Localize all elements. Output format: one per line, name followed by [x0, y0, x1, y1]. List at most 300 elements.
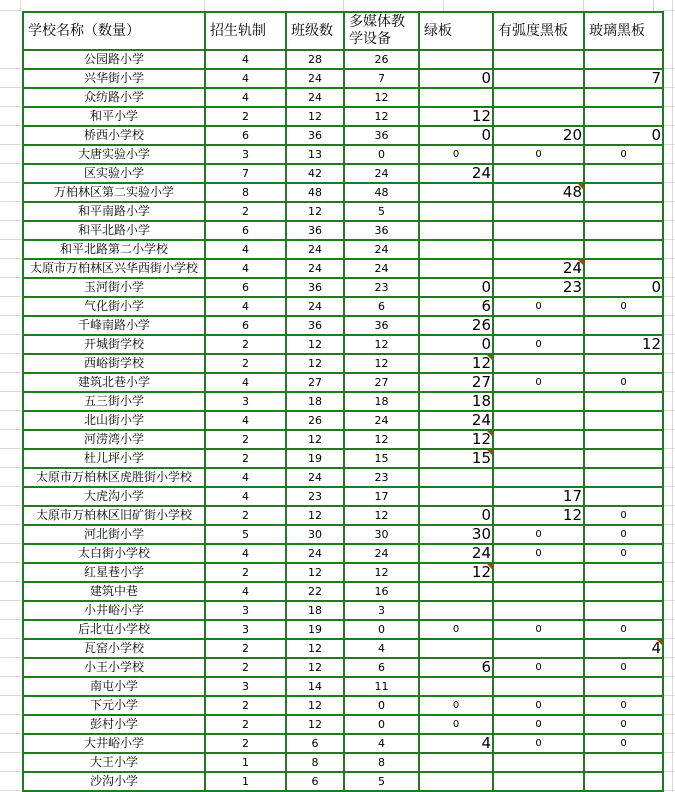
green-board-cell[interactable]: 0 — [419, 69, 493, 88]
glass-blackboard-cell[interactable] — [584, 259, 663, 278]
green-board-cell[interactable]: 0 — [419, 278, 493, 297]
glass-blackboard-cell[interactable] — [584, 468, 663, 487]
multimedia-cell[interactable]: 4 — [344, 734, 419, 753]
glass-blackboard-cell[interactable]: 7 — [584, 69, 663, 88]
glass-blackboard-cell[interactable]: 4 — [584, 639, 663, 658]
sheet-column-gridline — [672, 0, 673, 792]
glass-blackboard-cell[interactable] — [584, 753, 663, 772]
class-count-cell[interactable]: 18 — [286, 392, 344, 411]
top-strip-vline — [653, 0, 654, 11]
header-enroll-track[interactable]: 招生轨制 — [205, 12, 286, 50]
top-strip-vline — [343, 0, 344, 11]
school-name-cell[interactable]: 北山街小学 — [23, 411, 205, 430]
green-board-cell[interactable]: 30 — [419, 525, 493, 544]
enroll-track-cell[interactable]: 4 — [205, 297, 286, 316]
multimedia-cell[interactable]: 12 — [344, 563, 419, 582]
school-name-cell[interactable]: 大井峪小学 — [23, 734, 205, 753]
curved-blackboard-cell[interactable] — [493, 468, 584, 487]
school-name-cell[interactable]: 红星巷小学 — [23, 563, 205, 582]
school-name-cell[interactable]: 太原市万柏林区虎胜街小学校 — [23, 468, 205, 487]
curved-blackboard-cell[interactable] — [493, 753, 584, 772]
enroll-track-cell[interactable]: 4 — [205, 582, 286, 601]
enroll-track-cell[interactable]: 3 — [205, 601, 286, 620]
green-board-cell[interactable]: 0 — [419, 696, 493, 715]
curved-blackboard-cell[interactable]: 0 — [493, 145, 584, 164]
class-count-cell[interactable]: 12 — [286, 354, 344, 373]
glass-blackboard-cell[interactable] — [584, 164, 663, 183]
class-count-cell[interactable]: 12 — [286, 202, 344, 221]
class-count-cell[interactable]: 12 — [286, 107, 344, 126]
school-name-cell[interactable]: 瓦窑小学校 — [23, 639, 205, 658]
curved-blackboard-cell[interactable]: 0 — [493, 715, 584, 734]
glass-blackboard-cell[interactable]: 0 — [584, 620, 663, 639]
enroll-track-cell[interactable]: 2 — [205, 430, 286, 449]
school-name-cell[interactable]: 河北街小学 — [23, 525, 205, 544]
school-name-cell[interactable]: 小井峪小学 — [23, 601, 205, 620]
school-name-cell[interactable]: 和平小学 — [23, 107, 205, 126]
curved-blackboard-cell[interactable]: 17 — [493, 487, 584, 506]
table-row — [23, 69, 663, 88]
school-name-cell[interactable]: 和平北路小学 — [23, 221, 205, 240]
glass-blackboard-cell[interactable] — [584, 411, 663, 430]
table-row — [23, 601, 663, 620]
multimedia-cell[interactable]: 15 — [344, 449, 419, 468]
glass-blackboard-cell[interactable] — [584, 601, 663, 620]
multimedia-cell[interactable]: 11 — [344, 677, 419, 696]
curved-blackboard-cell[interactable]: 48 — [493, 183, 584, 202]
table-row — [23, 563, 663, 582]
school-name-cell[interactable]: 和平南路小学 — [23, 202, 205, 221]
enroll-track-cell[interactable]: 2 — [205, 734, 286, 753]
glass-blackboard-cell[interactable]: 0 — [584, 278, 663, 297]
school-name-cell[interactable]: 后北屯小学校 — [23, 620, 205, 639]
school-name-cell[interactable]: 大唐实验小学 — [23, 145, 205, 164]
class-count-cell[interactable]: 19 — [286, 449, 344, 468]
enroll-track-cell[interactable]: 2 — [205, 449, 286, 468]
green-board-cell[interactable]: 0 — [419, 715, 493, 734]
multimedia-cell[interactable]: 23 — [344, 468, 419, 487]
multimedia-cell[interactable]: 30 — [344, 525, 419, 544]
green-board-cell[interactable] — [419, 240, 493, 259]
school-name-cell[interactable]: 兴华街小学 — [23, 69, 205, 88]
multimedia-cell[interactable]: 16 — [344, 582, 419, 601]
glass-blackboard-cell[interactable] — [584, 354, 663, 373]
school-name-cell[interactable]: 下元小学 — [23, 696, 205, 715]
multimedia-cell[interactable]: 6 — [344, 658, 419, 677]
class-count-cell[interactable]: 22 — [286, 582, 344, 601]
curved-blackboard-cell[interactable]: 24 — [493, 259, 584, 278]
school-name-cell[interactable]: 太原市万柏林区旧矿街小学校 — [23, 506, 205, 525]
curved-blackboard-cell[interactable] — [493, 449, 584, 468]
class-count-cell[interactable]: 6 — [286, 772, 344, 791]
glass-blackboard-cell[interactable]: 0 — [584, 506, 663, 525]
green-board-cell[interactable] — [419, 639, 493, 658]
multimedia-cell[interactable]: 4 — [344, 639, 419, 658]
class-count-cell[interactable]: 12 — [286, 658, 344, 677]
class-count-cell[interactable]: 24 — [286, 468, 344, 487]
table-row — [23, 753, 663, 772]
multimedia-cell[interactable]: 48 — [344, 183, 419, 202]
glass-blackboard-cell[interactable] — [584, 449, 663, 468]
multimedia-cell[interactable]: 24 — [344, 240, 419, 259]
glass-blackboard-cell[interactable]: 0 — [584, 658, 663, 677]
green-board-cell[interactable] — [419, 468, 493, 487]
school-name-cell[interactable]: 太白街小学校 — [23, 544, 205, 563]
school-name-cell[interactable]: 太原市万柏林区兴华西街小学校 — [23, 259, 205, 278]
school-name-cell[interactable]: 建筑中巷 — [23, 582, 205, 601]
school-name-cell[interactable]: 五三街小学 — [23, 392, 205, 411]
green-board-cell[interactable]: 24 — [419, 544, 493, 563]
green-board-cell[interactable] — [419, 582, 493, 601]
table-row — [23, 639, 663, 658]
enroll-track-cell[interactable]: 3 — [205, 392, 286, 411]
glass-blackboard-cell[interactable] — [584, 316, 663, 335]
multimedia-cell[interactable]: 5 — [344, 772, 419, 791]
class-count-cell[interactable]: 26 — [286, 411, 344, 430]
curved-blackboard-cell[interactable]: 0 — [493, 335, 584, 354]
class-count-cell[interactable]: 23 — [286, 487, 344, 506]
enroll-track-cell[interactable]: 4 — [205, 487, 286, 506]
glass-blackboard-cell[interactable]: 0 — [584, 297, 663, 316]
enroll-track-cell[interactable]: 6 — [205, 316, 286, 335]
table-row — [23, 164, 663, 183]
curved-blackboard-cell[interactable] — [493, 430, 584, 449]
enroll-track-cell[interactable]: 4 — [205, 50, 286, 69]
class-count-cell[interactable]: 36 — [286, 221, 344, 240]
green-board-cell[interactable] — [419, 677, 493, 696]
enroll-track-cell[interactable]: 2 — [205, 506, 286, 525]
glass-blackboard-cell[interactable]: 0 — [584, 373, 663, 392]
left-margin-gridlines — [0, 50, 21, 792]
multimedia-cell[interactable]: 12 — [344, 430, 419, 449]
enroll-track-cell[interactable]: 4 — [205, 240, 286, 259]
enroll-track-cell[interactable]: 8 — [205, 183, 286, 202]
header-glass-blackboard[interactable]: 玻璃黑板 — [584, 12, 663, 50]
green-board-cell[interactable]: 0 — [419, 335, 493, 354]
glass-blackboard-cell[interactable] — [584, 107, 663, 126]
glass-blackboard-cell[interactable]: 0 — [584, 696, 663, 715]
enroll-track-cell[interactable]: 4 — [205, 259, 286, 278]
class-count-cell[interactable]: 24 — [286, 544, 344, 563]
class-count-cell[interactable]: 8 — [286, 753, 344, 772]
multimedia-cell[interactable]: 0 — [344, 620, 419, 639]
multimedia-cell[interactable]: 36 — [344, 221, 419, 240]
glass-blackboard-cell[interactable] — [584, 392, 663, 411]
curved-blackboard-cell[interactable]: 0 — [493, 658, 584, 677]
green-board-cell[interactable]: 26 — [419, 316, 493, 335]
curved-blackboard-cell[interactable] — [493, 50, 584, 69]
school-name-cell[interactable]: 西峪街学校 — [23, 354, 205, 373]
school-name-cell[interactable]: 南屯小学 — [23, 677, 205, 696]
enroll-track-cell[interactable]: 3 — [205, 620, 286, 639]
glass-blackboard-cell[interactable]: 0 — [584, 544, 663, 563]
class-count-cell[interactable]: 13 — [286, 145, 344, 164]
class-count-cell[interactable]: 24 — [286, 240, 344, 259]
header-row — [23, 12, 663, 50]
enroll-track-cell[interactable]: 4 — [205, 411, 286, 430]
school-name-cell[interactable]: 公园路小学 — [23, 50, 205, 69]
curved-blackboard-cell[interactable] — [493, 107, 584, 126]
class-count-cell[interactable]: 48 — [286, 183, 344, 202]
school-name-cell[interactable]: 建筑北巷小学 — [23, 373, 205, 392]
table-row — [23, 145, 663, 164]
enroll-track-cell[interactable]: 1 — [205, 772, 286, 791]
comment-indicator-icon — [487, 564, 492, 569]
enroll-track-cell[interactable]: 2 — [205, 202, 286, 221]
glass-blackboard-cell[interactable] — [584, 88, 663, 107]
multimedia-cell[interactable]: 36 — [344, 126, 419, 145]
school-name-cell[interactable]: 开城街学校 — [23, 335, 205, 354]
curved-blackboard-cell[interactable] — [493, 639, 584, 658]
green-board-cell[interactable] — [419, 487, 493, 506]
school-name-cell[interactable]: 小王小学校 — [23, 658, 205, 677]
class-count-cell[interactable]: 12 — [286, 430, 344, 449]
class-count-cell[interactable]: 36 — [286, 316, 344, 335]
enroll-track-cell[interactable]: 2 — [205, 639, 286, 658]
curved-blackboard-cell[interactable]: 23 — [493, 278, 584, 297]
curved-blackboard-cell[interactable]: 0 — [493, 373, 584, 392]
class-count-cell[interactable]: 12 — [286, 563, 344, 582]
multimedia-cell[interactable]: 0 — [344, 715, 419, 734]
glass-blackboard-cell[interactable]: 0 — [584, 715, 663, 734]
enroll-track-cell[interactable]: 5 — [205, 525, 286, 544]
green-board-cell[interactable]: 12 — [419, 563, 493, 582]
class-count-cell[interactable]: 12 — [286, 335, 344, 354]
enroll-track-cell[interactable]: 7 — [205, 164, 286, 183]
class-count-cell[interactable]: 12 — [286, 715, 344, 734]
multimedia-cell[interactable]: 26 — [344, 50, 419, 69]
green-board-cell[interactable]: 24 — [419, 411, 493, 430]
glass-blackboard-cell[interactable] — [584, 430, 663, 449]
curved-blackboard-cell[interactable]: 0 — [493, 734, 584, 753]
curved-blackboard-cell[interactable] — [493, 88, 584, 107]
multimedia-cell[interactable]: 7 — [344, 69, 419, 88]
enroll-track-cell[interactable]: 2 — [205, 354, 286, 373]
multimedia-cell[interactable]: 12 — [344, 335, 419, 354]
enroll-track-cell[interactable]: 4 — [205, 468, 286, 487]
multimedia-cell[interactable]: 27 — [344, 373, 419, 392]
multimedia-cell[interactable]: 24 — [344, 164, 419, 183]
enroll-track-cell[interactable]: 1 — [205, 753, 286, 772]
class-count-cell[interactable]: 14 — [286, 677, 344, 696]
table-row — [23, 411, 663, 430]
enroll-track-cell[interactable]: 4 — [205, 544, 286, 563]
glass-blackboard-cell[interactable] — [584, 221, 663, 240]
enroll-track-cell[interactable]: 3 — [205, 677, 286, 696]
header-curved-blackboard[interactable]: 有弧度黑板 — [493, 12, 584, 50]
school-name-cell[interactable]: 玉河街小学 — [23, 278, 205, 297]
multimedia-cell[interactable]: 36 — [344, 316, 419, 335]
enroll-track-cell[interactable]: 2 — [205, 335, 286, 354]
green-board-cell[interactable] — [419, 88, 493, 107]
header-green-board[interactable]: 绿板 — [419, 12, 493, 50]
curved-blackboard-cell[interactable] — [493, 392, 584, 411]
school-name-cell[interactable]: 桥西小学校 — [23, 126, 205, 145]
curved-blackboard-cell[interactable] — [493, 221, 584, 240]
curved-blackboard-cell[interactable] — [493, 69, 584, 88]
green-board-cell[interactable]: 0 — [419, 126, 493, 145]
glass-blackboard-cell[interactable] — [584, 677, 663, 696]
enroll-track-cell[interactable]: 2 — [205, 715, 286, 734]
school-name-cell[interactable]: 万柏林区第二实验小学 — [23, 183, 205, 202]
glass-blackboard-cell[interactable]: 0 — [584, 145, 663, 164]
glass-blackboard-cell[interactable] — [584, 487, 663, 506]
green-board-cell[interactable]: 27 — [419, 373, 493, 392]
multimedia-cell[interactable]: 18 — [344, 392, 419, 411]
curved-blackboard-cell[interactable] — [493, 202, 584, 221]
header-school-name[interactable]: 学校名称（数量） — [23, 12, 205, 50]
curved-blackboard-cell[interactable]: 0 — [493, 297, 584, 316]
curved-blackboard-cell[interactable]: 12 — [493, 506, 584, 525]
glass-blackboard-cell[interactable] — [584, 50, 663, 69]
green-board-cell[interactable]: 15 — [419, 449, 493, 468]
curved-blackboard-cell[interactable] — [493, 563, 584, 582]
enroll-track-cell[interactable]: 4 — [205, 88, 286, 107]
enroll-track-cell[interactable]: 4 — [205, 373, 286, 392]
header-multimedia[interactable]: 多媒体教学设备 — [344, 12, 419, 50]
glass-blackboard-cell[interactable] — [584, 183, 663, 202]
multimedia-cell[interactable]: 6 — [344, 297, 419, 316]
glass-blackboard-cell[interactable] — [584, 772, 663, 791]
green-board-cell[interactable]: 18 — [419, 392, 493, 411]
multimedia-cell[interactable]: 5 — [344, 202, 419, 221]
class-count-cell[interactable]: 36 — [286, 278, 344, 297]
table-row — [23, 50, 663, 69]
green-board-cell[interactable]: 0 — [419, 145, 493, 164]
enroll-track-cell[interactable]: 6 — [205, 126, 286, 145]
enroll-track-cell[interactable]: 2 — [205, 696, 286, 715]
multimedia-cell[interactable]: 0 — [344, 696, 419, 715]
curved-blackboard-cell[interactable] — [493, 240, 584, 259]
curved-blackboard-cell[interactable] — [493, 164, 584, 183]
class-count-cell[interactable]: 27 — [286, 373, 344, 392]
glass-blackboard-cell[interactable] — [584, 202, 663, 221]
class-count-cell[interactable]: 18 — [286, 601, 344, 620]
green-board-cell[interactable] — [419, 753, 493, 772]
green-board-cell[interactable]: 6 — [419, 297, 493, 316]
curved-blackboard-cell[interactable]: 0 — [493, 525, 584, 544]
header-class-count[interactable]: 班级数 — [286, 12, 344, 50]
class-count-cell[interactable]: 12 — [286, 506, 344, 525]
curved-blackboard-cell[interactable] — [493, 601, 584, 620]
school-name-cell[interactable]: 气化街小学 — [23, 297, 205, 316]
class-count-cell[interactable]: 24 — [286, 297, 344, 316]
curved-blackboard-cell[interactable]: 0 — [493, 620, 584, 639]
curved-blackboard-cell[interactable] — [493, 772, 584, 791]
green-board-cell[interactable]: 12 — [419, 430, 493, 449]
curved-blackboard-cell[interactable] — [493, 582, 584, 601]
school-name-cell[interactable]: 大虎沟小学 — [23, 487, 205, 506]
green-board-cell[interactable]: 0 — [419, 620, 493, 639]
school-name-cell[interactable]: 众纺路小学 — [23, 88, 205, 107]
multimedia-cell[interactable]: 24 — [344, 259, 419, 278]
enroll-track-cell[interactable]: 2 — [205, 107, 286, 126]
school-name-cell[interactable]: 杜儿坪小学 — [23, 449, 205, 468]
school-name-cell[interactable]: 千峰南路小学 — [23, 316, 205, 335]
multimedia-cell[interactable]: 12 — [344, 354, 419, 373]
green-board-cell[interactable]: 12 — [419, 354, 493, 373]
enroll-track-cell[interactable]: 6 — [205, 278, 286, 297]
green-board-cell[interactable]: 12 — [419, 107, 493, 126]
curved-blackboard-cell[interactable]: 20 — [493, 126, 584, 145]
glass-blackboard-cell[interactable] — [584, 240, 663, 259]
enroll-track-cell[interactable]: 2 — [205, 563, 286, 582]
school-name-cell[interactable]: 彭村小学 — [23, 715, 205, 734]
enroll-track-cell[interactable]: 6 — [205, 221, 286, 240]
green-board-cell[interactable]: 6 — [419, 658, 493, 677]
curved-blackboard-cell[interactable] — [493, 411, 584, 430]
glass-blackboard-cell[interactable] — [584, 582, 663, 601]
class-count-cell[interactable]: 28 — [286, 50, 344, 69]
curved-blackboard-cell[interactable]: 0 — [493, 544, 584, 563]
multimedia-cell[interactable]: 24 — [344, 411, 419, 430]
class-count-cell[interactable]: 12 — [286, 696, 344, 715]
class-count-cell[interactable]: 24 — [286, 69, 344, 88]
green-board-cell[interactable] — [419, 772, 493, 791]
class-count-cell[interactable]: 6 — [286, 734, 344, 753]
multimedia-cell[interactable]: 3 — [344, 601, 419, 620]
green-board-cell[interactable] — [419, 259, 493, 278]
class-count-cell[interactable]: 12 — [286, 639, 344, 658]
school-name-cell[interactable]: 区实验小学 — [23, 164, 205, 183]
multimedia-cell[interactable]: 17 — [344, 487, 419, 506]
curved-blackboard-cell[interactable] — [493, 354, 584, 373]
green-board-cell[interactable] — [419, 601, 493, 620]
glass-blackboard-cell[interactable] — [584, 563, 663, 582]
multimedia-cell[interactable]: 0 — [344, 145, 419, 164]
enroll-track-cell[interactable]: 4 — [205, 69, 286, 88]
school-name-cell[interactable]: 河涝湾小学 — [23, 430, 205, 449]
green-board-cell[interactable] — [419, 183, 493, 202]
glass-blackboard-cell[interactable]: 12 — [584, 335, 663, 354]
enroll-track-cell[interactable]: 3 — [205, 145, 286, 164]
multimedia-cell[interactable]: 24 — [344, 544, 419, 563]
table-row — [23, 506, 663, 525]
green-board-cell[interactable] — [419, 202, 493, 221]
school-name-cell[interactable]: 和平北路第二小学校 — [23, 240, 205, 259]
class-count-cell[interactable]: 36 — [286, 126, 344, 145]
multimedia-cell[interactable]: 23 — [344, 278, 419, 297]
glass-blackboard-cell[interactable]: 0 — [584, 525, 663, 544]
multimedia-cell[interactable]: 12 — [344, 506, 419, 525]
table-row — [23, 525, 663, 544]
green-board-cell[interactable]: 24 — [419, 164, 493, 183]
multimedia-cell[interactable]: 12 — [344, 107, 419, 126]
green-board-cell[interactable]: 0 — [419, 506, 493, 525]
curved-blackboard-cell[interactable] — [493, 316, 584, 335]
class-count-cell[interactable]: 42 — [286, 164, 344, 183]
curved-blackboard-cell[interactable] — [493, 677, 584, 696]
multimedia-cell[interactable]: 12 — [344, 88, 419, 107]
table-row — [23, 487, 663, 506]
class-count-cell[interactable]: 30 — [286, 525, 344, 544]
top-strip-vline — [583, 0, 584, 11]
school-name-cell[interactable]: 沙沟小学 — [23, 772, 205, 791]
glass-blackboard-cell[interactable]: 0 — [584, 126, 663, 145]
multimedia-cell[interactable]: 8 — [344, 753, 419, 772]
green-board-cell[interactable] — [419, 50, 493, 69]
class-count-cell[interactable]: 19 — [286, 620, 344, 639]
school-name-cell[interactable]: 大王小学 — [23, 753, 205, 772]
green-board-cell[interactable]: 4 — [419, 734, 493, 753]
glass-blackboard-cell[interactable]: 0 — [584, 734, 663, 753]
class-count-cell[interactable]: 24 — [286, 88, 344, 107]
curved-blackboard-cell[interactable]: 0 — [493, 696, 584, 715]
green-board-cell[interactable] — [419, 221, 493, 240]
class-count-cell[interactable]: 24 — [286, 259, 344, 278]
table-row — [23, 297, 663, 316]
enroll-track-cell[interactable]: 2 — [205, 658, 286, 677]
